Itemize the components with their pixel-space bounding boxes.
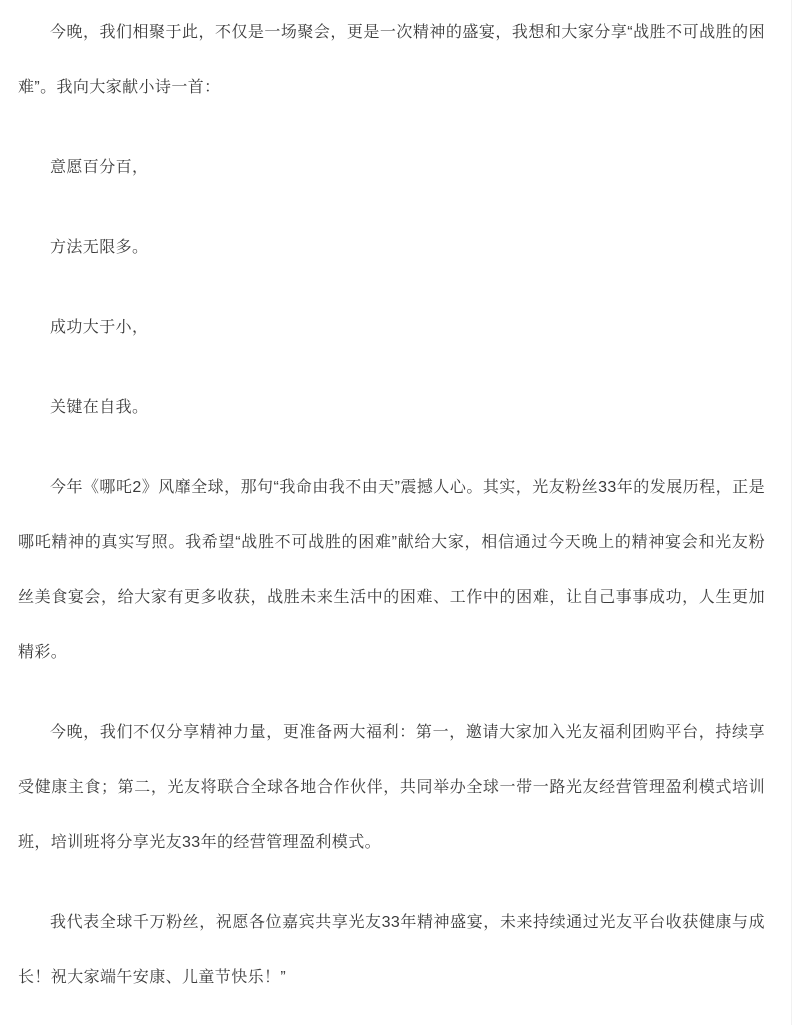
paragraph-closing-wishes: 我代表全球千万粉丝，祝愿各位嘉宾共享光友33年精神盛宴，未来持续通过光友平台收获健康与成长！祝大家端午安康、儿童节快乐！” bbox=[18, 914, 765, 986]
poem-line-3: 成功大于小， bbox=[50, 319, 149, 336]
poem-line-2: 方法无限多。 bbox=[50, 239, 149, 256]
poem-line-1: 意愿百分百， bbox=[50, 159, 149, 176]
poem-line-4: 关键在自我。 bbox=[50, 399, 149, 416]
paragraph-intro: 今晚，我们相聚于此，不仅是一场聚会，更是一次精神的盛宴，我想和大家分享“战胜不可战胜的困难”。我向大家献小诗一首： bbox=[18, 24, 765, 96]
paragraph-nezha-spirit: 今年《哪吒2》风靡全球，那句“我命由我不由天”震撼人心。其实，光友粉丝33年的发展历程，正是哪吒精神的真实写照。我希望“战胜不可战胜的困难”献给大家，相信通过今天晚上的精神宴会和光友粉丝美食宴会，给大家有更多收获，战胜未来生活中的困难、工作中的困难，让自己事事成功，人生更加精彩。 bbox=[18, 479, 765, 661]
paragraph-two-benefits: 今晚，我们不仅分享精神力量，更准备两大福利：第一，邀请大家加入光友福利团购平台，持续享受健康主食；第二，光友将联合全球各地合作伙伴，共同举办全球一带一路光友经营管理盈利模式培训班，培训班将分享光友33年的经营管理盈利模式。 bbox=[18, 724, 765, 851]
